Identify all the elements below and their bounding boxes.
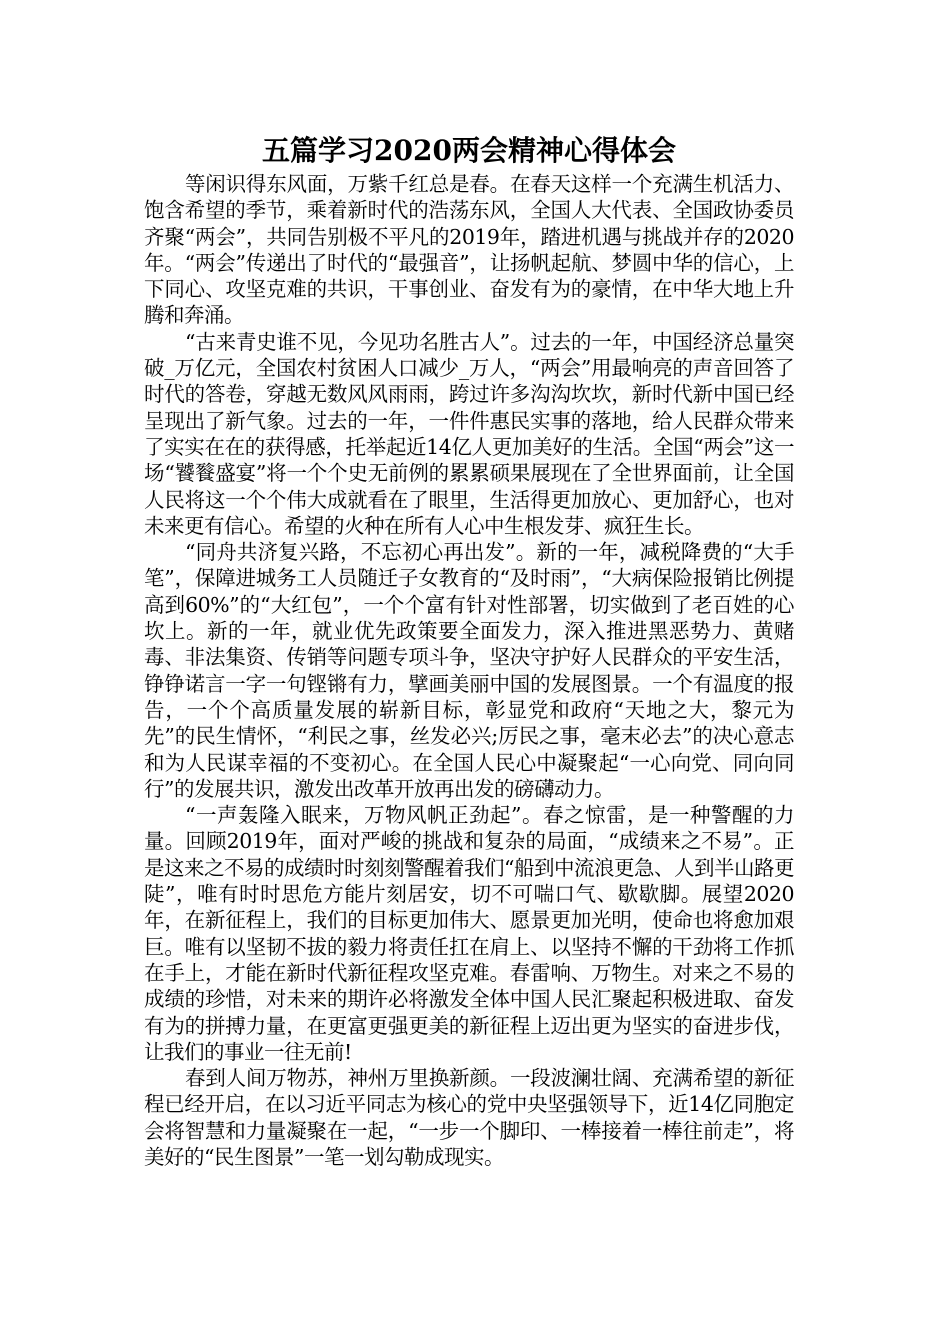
paragraph-2: “古来青史谁不见，今见功名胜古人”。过去的一年，中国经济总量突破_万亿元，全国农村贫困人口减少_万人，“两会”用最响亮的声音回答了时代的答卷，穿越无数风风雨雨，跨过许多沟沟坎坎，新时代新中国已经呈现出了新气象。过去的一年，一件件惠民实事的落地，给人民群众带来了实实在在的获得感，托举起近14亿人更加美好的生活。全国“两会”这一场“饕餮盛宴”将一个个史无前例的累累硕果展现在了全世界面前，让全国人民将这一个个伟大成就看在了眼里，生活得更加放心、更加舒心，也对未来更有信心。希望的火种在所有人心中生根发芽、疯狂生长。: [144, 329, 794, 538]
paragraph-1: 等闲识得东风面，万紫千红总是春。在春天这样一个充满生机活力、饱含希望的季节，乘着新时代的浩荡东风，全国人大代表、全国政协委员齐聚“两会”，共同告别极不平凡的2019年，踏进机遇与挑战并存的2020年。“两会”传递出了时代的“最强音”，让扬帆起航、梦圆中华的信心，上下同心、攻坚克难的共识，干事创业、奋发有为的豪情，在中华大地上升腾和奔涌。: [144, 172, 794, 328]
paragraph-4: “一声轰隆入眠来，万物风帆正劲起”。春之惊雷，是一种警醒的力量。回顾2019年，面对严峻的挑战和复杂的局面，“成绩来之不易”。正是这来之不易的成绩时时刻刻警醒着我们“船到中流浪更急、人到半山路更陡”，唯有时时思危方能片刻居安，切不可喘口气、歇歇脚。展望2020年，在新征程上，我们的目标更加伟大、愿景更加光明，使命也将愈加艰巨。唯有以坚韧不拔的毅力将责任扛在肩上、以坚持不懈的干劲将工作抓在手上，才能在新时代新征程攻坚克难。春雷响、万物生。对来之不易的成绩的珍惜，对未来的期许必将激发全体中国人民汇聚起积极进取、奋发有为的拼搏力量，在更富更强更美的新征程上迈出更为坚实的奋进步伐，让我们的事业一往无前!: [144, 803, 794, 1064]
document-body: [144, 131, 794, 1170]
paragraph-3: “同舟共济复兴路，不忘初心再出发”。新的一年，减税降费的“大手笔”，保障进城务工人员随迁子女教育的“及时雨”，“大病保险报销比例提高到60%”的“大红包”，一个个富有针对性部署，切实做到了老百姓的心坎上。新的一年，就业优先政策要全面发力，深入推进黑恶势力、黄赌毒、非法集资、传销等问题专项斗争，坚决守护好人民群众的平安生活，铮铮诺言一字一句铿锵有力，擘画美丽中国的发展图景。一个有温度的报告，一个个高质量发展的崭新目标，彰显党和政府“天地之大，黎元为先”的民生情怀，“利民之事，丝发必兴;厉民之事，毫末必去”的决心意志和为人民谋幸福的不变初心。在全国人民心中凝聚起“一心向党、同向同行”的发展共识，激发出改革开放再出发的磅礴动力。: [144, 540, 794, 801]
paragraph-5: 春到人间万物苏，神州万里换新颜。一段波澜壮阔、充满希望的新征程已经开启，在以习近平同志为核心的党中央坚强领导下，近14亿同胞定会将智慧和力量凝聚在一起，“一步一个脚印、一棒接着一棒往前走”，将美好的“民生图景”一笔一划勾勒成现实。: [144, 1066, 794, 1169]
document-title: 五篇学习2020两会精神心得体会: [262, 134, 676, 167]
